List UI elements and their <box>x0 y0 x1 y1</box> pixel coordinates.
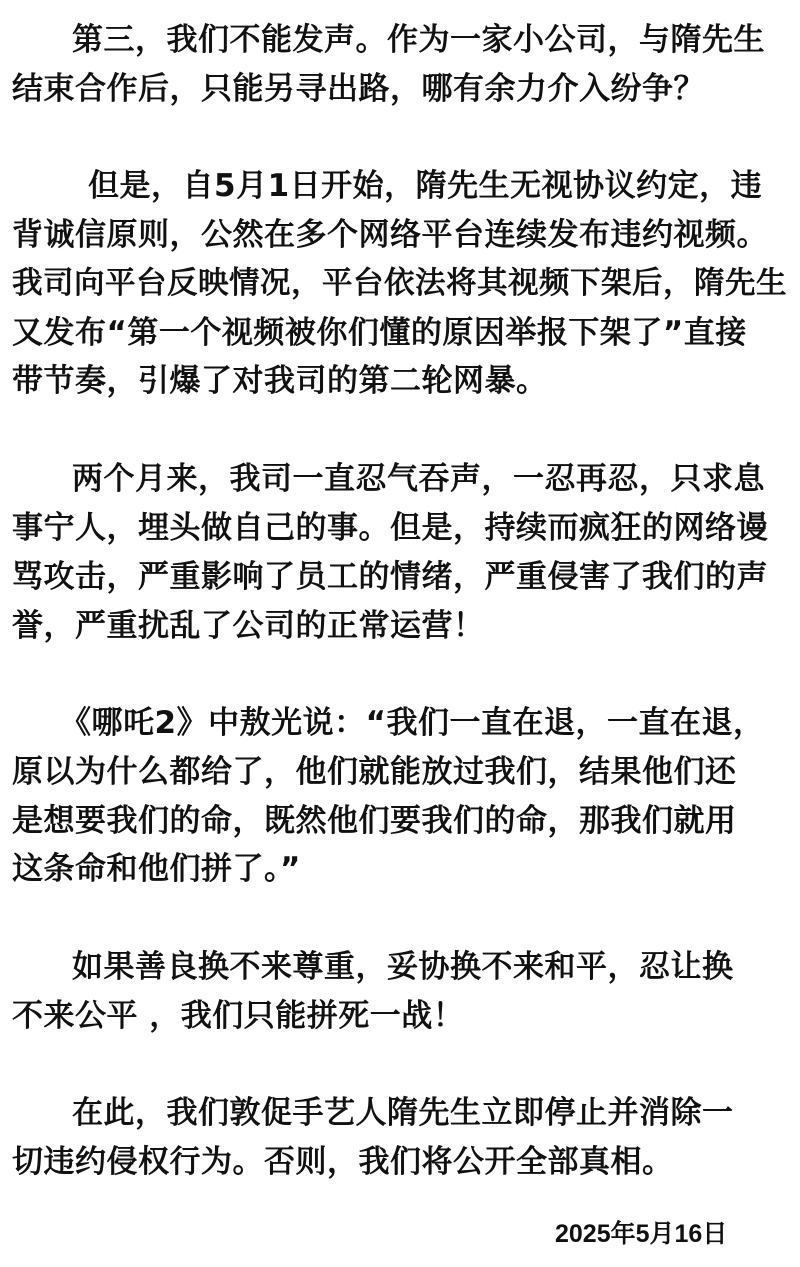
paragraph-6-line-1: 在此，我们敦促手艺人隋先生立即停止并消除一 <box>72 1095 734 1131</box>
paragraph-4-line-4: 这条命和他们拼了。” <box>12 851 301 887</box>
paragraph-5-line-2: 不来公平 ，我们只能拼死一战！ <box>12 998 465 1034</box>
paragraph-2-line-5: 带节奏，引爆了对我司的第二轮网暴。 <box>12 363 548 399</box>
paragraph-4-line-3: 是想要我们的命，既然他们要我们的命，那我们就用 <box>12 803 737 839</box>
paragraph-6-line-2: 切违约侵权行为。否则，我们将公开全部真相。 <box>12 1144 674 1180</box>
paragraph-3-line-1: 两个月来，我司一直忍气吞声，一忍再忍，只求息 <box>72 461 765 497</box>
paragraph-3-line-2: 事宁人，埋头做自己的事。但是，持续而疯狂的网络谩 <box>12 510 768 546</box>
paragraph-2-line-2: 背诚信原则，公然在多个网络平台连续发布违约视频。 <box>12 217 768 253</box>
paragraph-4-line-2: 原以为什么都给了，他们就能放过我们，结果他们还 <box>12 754 737 790</box>
statement-date: 2025年5月16日 <box>555 1220 728 1248</box>
paragraph-5-line-1: 如果善良换不来尊重，妥协换不来和平，忍让换 <box>72 949 734 985</box>
paragraph-2-line-1: 但是，自5月1日开始，隋先生无视协议约定，违 <box>88 168 763 204</box>
paragraph-1-line-2: 结束合作后，只能另寻出路，哪有余力介入纷争？ <box>12 71 705 107</box>
paragraph-2-line-4: 又发布“第一个视频被你们懂的原因举报下架了”直接 <box>12 315 747 351</box>
paragraph-3-line-4: 誉，严重扰乱了公司的正常运营！ <box>12 608 485 644</box>
paragraph-3-line-3: 骂攻击，严重影响了员工的情绪，严重侵害了我们的声 <box>12 559 768 595</box>
paragraph-1-line-1: 第三，我们不能发声。作为一家小公司，与隋先生 <box>72 22 765 58</box>
paragraph-2-line-3: 我司向平台反映情况，平台依法将其视频下架后，隋先生 <box>12 266 787 301</box>
paragraph-4-line-1: 《哪吒2》中敖光说：“我们一直在退，一直在退， <box>60 705 765 741</box>
